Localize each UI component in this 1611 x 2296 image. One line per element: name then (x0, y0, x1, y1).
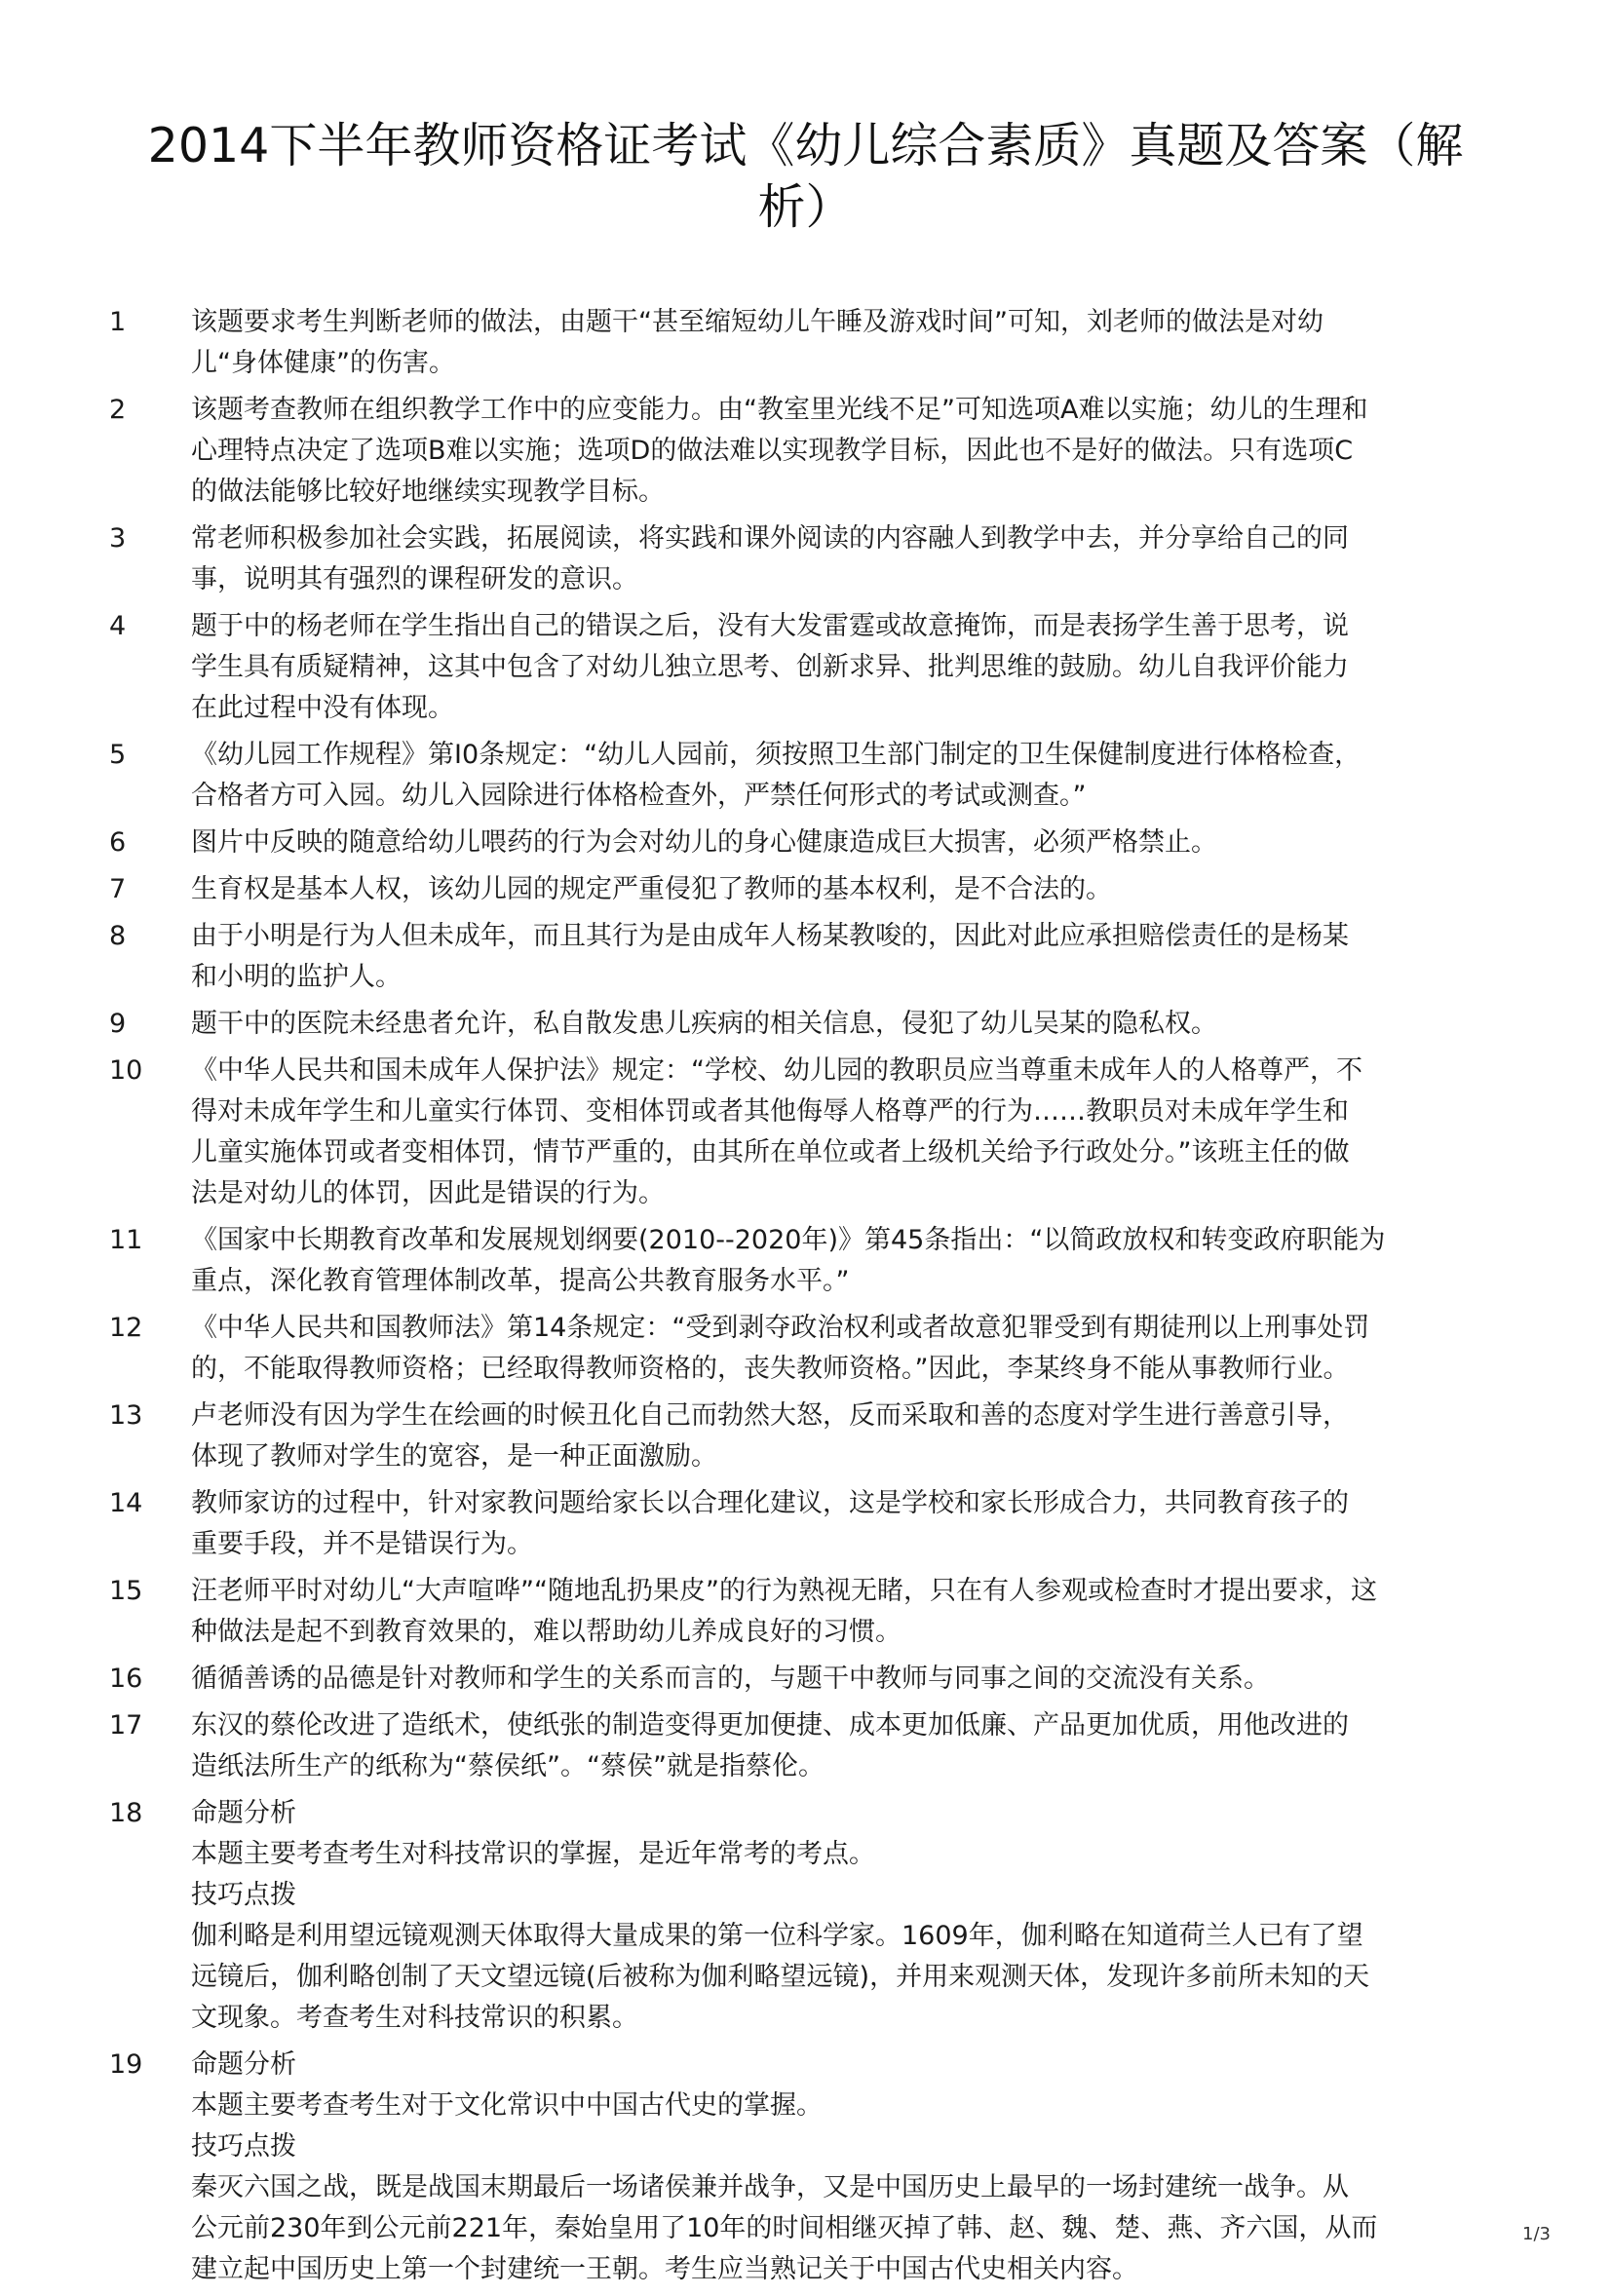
answer-line: 学生具有质疑精神，这其中包含了对幼儿独立思考、创新求异、批判思维的鼓励。幼儿自我评价能力 (191, 652, 1349, 682)
answer-line: 教师家访的过程中，针对家教问题给家长以合理化建议，这是学校和家长形成合力，共同教育孩子的 (191, 1488, 1349, 1518)
answer-line: 东汉的蔡伦改进了造纸术，使纸张的制造变得更加便捷、成本更加低廉、产品更加优质，用他改进的 (191, 1710, 1349, 1741)
answer-text (191, 1308, 1477, 1390)
answer-line: 《幼儿园工作规程》第I0条规定：“幼儿人园前，须按照卫生部门制定的卫生保健制度进行体格检查， (191, 740, 1362, 770)
answer-item (0, 390, 1611, 513)
answer-text (191, 302, 1477, 384)
answer-text (191, 1571, 1477, 1653)
page-number: 1/3 (1522, 2224, 1551, 2244)
answer-line: 循循善诱的品德是针对教师和学生的关系而言的，与题干中教师与同事之间的交流没有关系。 (191, 1664, 1270, 1694)
answer-number: 14 (109, 1488, 143, 1518)
answer-text (191, 1004, 1477, 1045)
answer-line: 的做法能够比较好地继续实现教学目标。 (191, 477, 665, 507)
answer-line: 得对未成年学生和儿童实行体罚、变相体罚或者其他侮辱人格尊严的行为……教职员对未成年学生和 (191, 1096, 1349, 1127)
answer-line: 题于中的杨老师在学生指出自己的错误之后，没有大发雷霆或故意掩饰，而是表扬学生善于思考，说 (191, 611, 1349, 641)
answer-line: 常老师积极参加社会实践，拓展阅读，将实践和课外阅读的内容融人到教学中去，并分享给自己的同 (191, 523, 1349, 554)
answer-text (191, 916, 1477, 998)
answer-item (0, 1659, 1611, 1700)
answer-text (191, 1220, 1477, 1302)
answer-number: 8 (109, 921, 127, 951)
answer-item (0, 735, 1611, 817)
answer-line: 伽利略是利用望远镜观测天体取得大量成果的第一位科学家。1609年，伽利略在知道荷兰人已有了望 (191, 1921, 1363, 1951)
answer-line: 该题考查教师在组织教学工作中的应变能力。由“教室里光线不足”可知选项A难以实施；幼儿的生理和 (191, 395, 1368, 425)
answer-number: 19 (109, 2049, 143, 2080)
answer-line: 《中华人民共和国教师法》第14条规定：“受到剥夺政治权利或者故意犯罪受到有期徒刑以上刑事处罚 (191, 1313, 1370, 1343)
answer-number: 15 (109, 1576, 143, 1606)
answer-line: 法是对幼儿的体罚，因此是错误的行为。 (191, 1178, 665, 1208)
answer-text (191, 518, 1477, 600)
title-line: 析） (757, 179, 854, 235)
answer-number: 11 (109, 1225, 143, 1255)
answer-line: 本题主要考查考生对于文化常识中中国古代史的掌握。 (191, 2090, 823, 2121)
answer-item (0, 916, 1611, 998)
answer-item (0, 1051, 1611, 1214)
answer-line: 合格者方可入园。幼儿入园除进行体格检查外，严禁任何形式的考试或测查。” (191, 781, 1087, 811)
answer-text (191, 823, 1477, 863)
answer-number: 5 (109, 740, 127, 770)
answer-number: 16 (109, 1664, 143, 1694)
answer-item (0, 518, 1611, 600)
answer-line: 心理特点决定了选项B难以实施；选项D的做法难以实现教学目标，因此也不是好的做法。只有选项C (191, 436, 1354, 466)
answer-number: 2 (109, 395, 127, 425)
answer-line: 造纸法所生产的纸称为“蔡侯纸”。“蔡侯”就是指蔡伦。 (191, 1751, 825, 1781)
answer-number: 4 (109, 611, 127, 641)
answer-list (0, 302, 1611, 2296)
answer-item (0, 823, 1611, 863)
answer-item (0, 869, 1611, 910)
answer-number: 10 (109, 1055, 143, 1086)
answer-line: 的，不能取得教师资格；已经取得教师资格的，丧失教师资格。”因此，李某终身不能从事教师行业。 (191, 1354, 1350, 1384)
answer-number: 3 (109, 523, 127, 554)
answer-line: 卢老师没有因为学生在绘画的时候丑化自己而勃然大怒，反而采取和善的态度对学生进行善意引导， (191, 1400, 1349, 1431)
answer-text (191, 1051, 1477, 1214)
answer-item (0, 2045, 1611, 2290)
answer-number: 9 (109, 1009, 127, 1039)
answer-number: 7 (109, 874, 127, 904)
answer-item (0, 1308, 1611, 1390)
answer-line: 在此过程中没有体现。 (191, 693, 454, 723)
answer-item (0, 1396, 1611, 1477)
answer-text (191, 606, 1477, 729)
answer-text (191, 2045, 1477, 2290)
answer-number: 1 (109, 307, 127, 337)
answer-item (0, 1220, 1611, 1302)
answer-item (0, 606, 1611, 729)
answer-line: 本题主要考查考生对科技常识的掌握，是近年常考的考点。 (191, 1839, 875, 1869)
answer-line: 该题要求考生判断老师的做法，由题干“甚至缩短幼儿午睡及游戏时间”可知，刘老师的做法是对幼 (191, 307, 1323, 337)
answer-line: 体现了教师对学生的宽容，是一种正面激励。 (191, 1441, 717, 1472)
answer-line: 命题分析 (191, 2049, 296, 2080)
answer-item (0, 1705, 1611, 1787)
answer-line: 题干中的医院未经患者允许，私自散发患儿疾病的相关信息，侵犯了幼儿吴某的隐私权。 (191, 1009, 1217, 1039)
answer-item (0, 1571, 1611, 1653)
answer-line: 《国家中长期教育改革和发展规划纲要(2010--2020年)》第45条指出：“以简政放权和转变政府职能为 (191, 1225, 1386, 1255)
answer-line: 重点，深化教育管理体制改革，提高公共教育服务水平。” (191, 1266, 850, 1296)
answer-line: 文现象。考查考生对科技常识的积累。 (191, 2003, 638, 2033)
answer-line: 技巧点拨 (191, 1880, 296, 1910)
answer-number: 18 (109, 1798, 143, 1828)
answer-number: 13 (109, 1400, 143, 1431)
answer-line: 生育权是基本人权，该幼儿园的规定严重侵犯了教师的基本权利，是不合法的。 (191, 874, 1112, 904)
answer-line: 由于小明是行为人但未成年，而且其行为是由成年人杨某教唆的，因此对此应承担赔偿责任的是杨某 (191, 921, 1349, 951)
answer-line: 汪老师平时对幼儿“大声喧哗”“随地乱扔果皮”的行为熟视无睹，只在有人参观或检查时才提出要求，这 (191, 1576, 1377, 1606)
answer-line: 重要手段，并不是错误行为。 (191, 1529, 533, 1559)
answer-line: 公元前230年到公元前221年，秦始皇用了10年的时间相继灭掉了韩、赵、魏、楚、燕、齐六国，从而 (191, 2213, 1378, 2243)
answer-item (0, 1004, 1611, 1045)
answer-line: 儿“身体健康”的伤害。 (191, 348, 455, 378)
answer-number: 12 (109, 1313, 143, 1343)
answer-line: 事，说明其有强烈的课程研发的意识。 (191, 564, 638, 594)
title-line: 2014下半年教师资格证考试《幼儿综合素质》真题及答案（解 (147, 118, 1464, 173)
answer-line: 儿童实施体罚或者变相体罚，情节严重的，由其所在单位或者上级机关给予行政处分。”该班主任的做 (191, 1137, 1350, 1167)
answer-text (191, 869, 1477, 910)
answer-line: 技巧点拨 (191, 2131, 296, 2162)
answer-line: 《中华人民共和国未成年人保护法》规定：“学校、幼儿园的教职员应当尊重未成年人的人格尊严，不 (191, 1055, 1362, 1086)
answer-number: 6 (109, 827, 127, 858)
answer-line: 建立起中国历史上第一个封建统一王朝。考生应当熟记关于中国古代史相关内容。 (191, 2254, 1138, 2284)
answer-text (191, 1659, 1477, 1700)
answer-line: 和小明的监护人。 (191, 962, 402, 992)
answer-text (191, 390, 1477, 513)
answer-item (0, 1483, 1611, 1565)
answer-line: 秦灭六国之战，既是战国末期最后一场诸侯兼并战争，又是中国历史上最早的一场封建统一战争。从 (191, 2172, 1349, 2202)
answer-line: 命题分析 (191, 1798, 296, 1828)
answer-text (191, 735, 1477, 817)
document-title (117, 115, 1494, 238)
answer-text (191, 1705, 1477, 1787)
answer-line: 图片中反映的随意给幼儿喂药的行为会对幼儿的身心健康造成巨大损害，必须严格禁止。 (191, 827, 1217, 858)
answer-text (191, 1396, 1477, 1477)
answer-text (191, 1483, 1477, 1565)
answer-line: 远镜后，伽利略创制了天文望远镜(后被称为伽利略望远镜)，并用来观测天体，发现许多前所未知的天 (191, 1962, 1370, 1992)
answer-text (191, 1793, 1477, 2039)
answer-number: 17 (109, 1710, 143, 1741)
answer-item (0, 302, 1611, 384)
answer-item (0, 1793, 1611, 2039)
answer-line: 种做法是起不到教育效果的，难以帮助幼儿养成良好的习惯。 (191, 1617, 901, 1647)
